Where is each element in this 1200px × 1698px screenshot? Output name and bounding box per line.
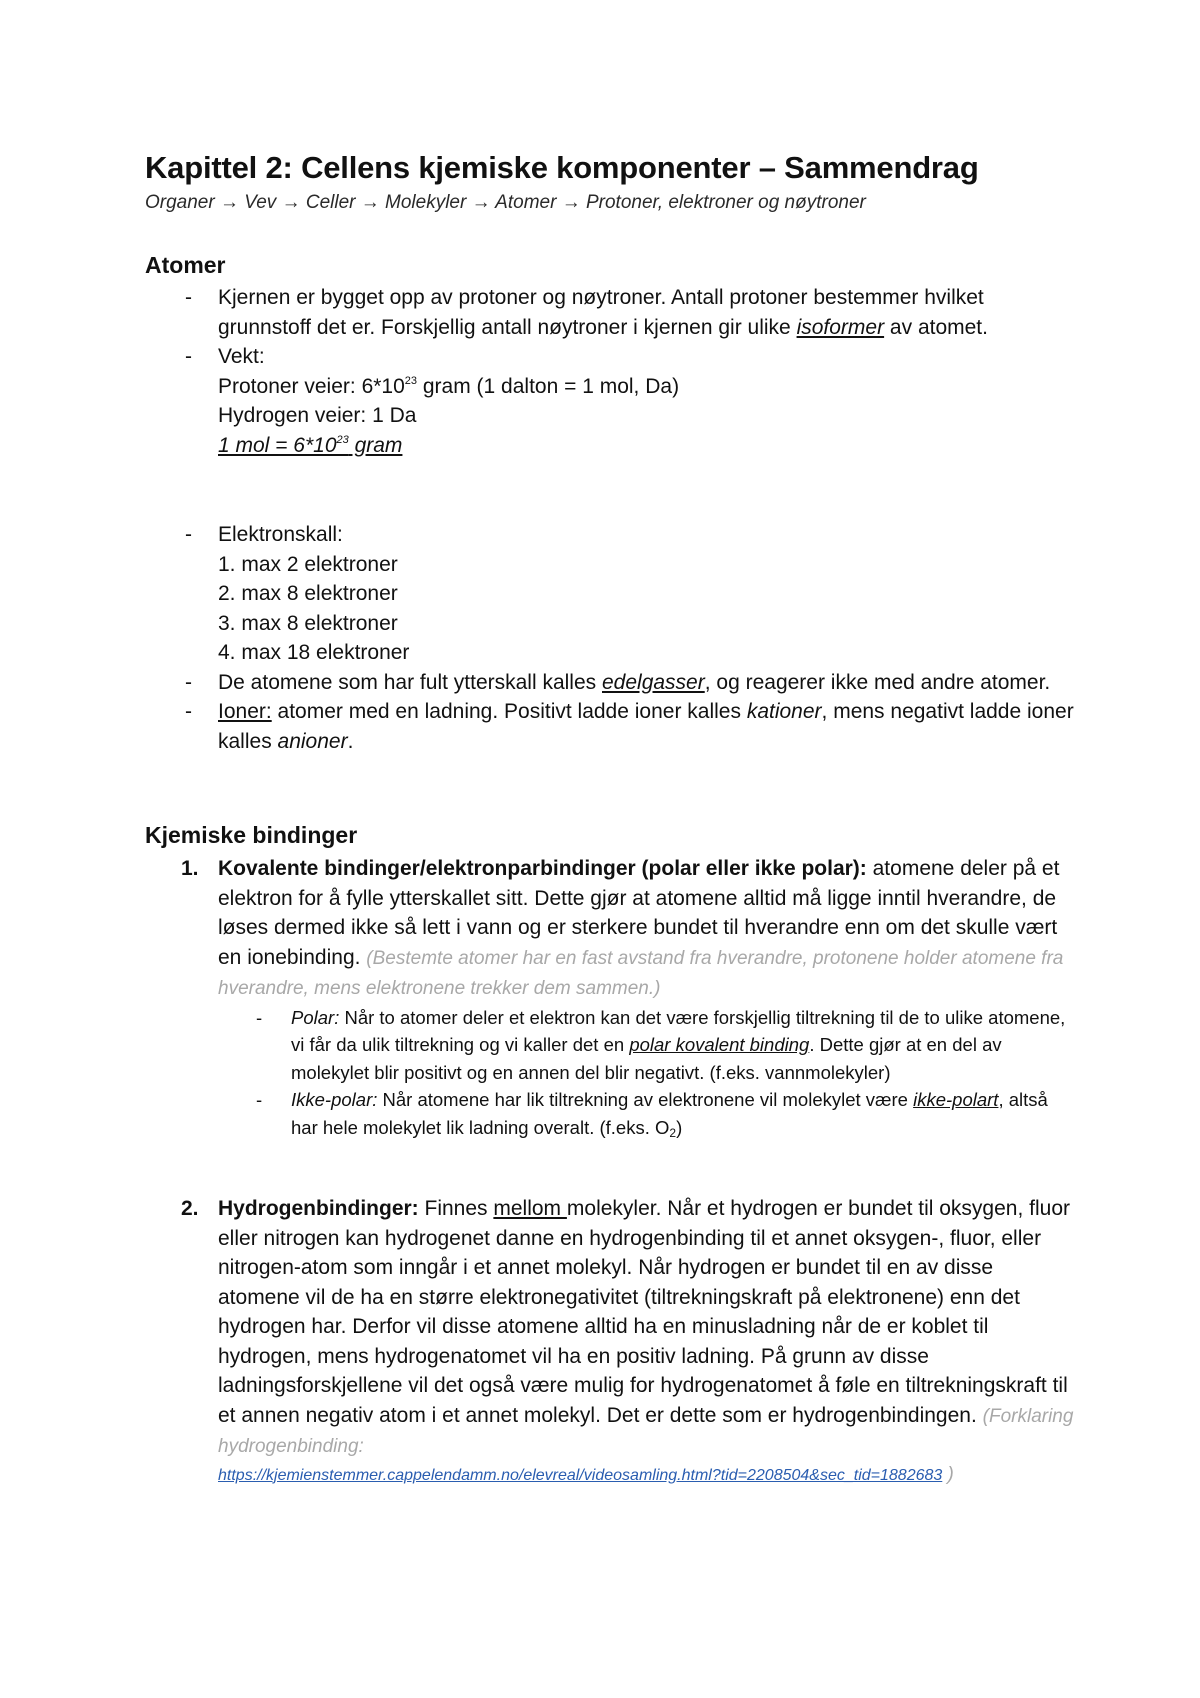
hydrogen-weight: Hydrogen veier: 1 Da [218,404,417,427]
hierarchy-subtitle: Organer → Vev → Celler → Molekyler → Atomer → Protoner, elektroner og nøytroner [145,192,866,213]
atomer-list-continued [145,520,1075,756]
term-polar-kovalent: polar kovalent binding [629,1034,810,1055]
bindinger-list-continued [145,1194,1075,1488]
mol-definition: 1 mol = $6*10^{23}$ gram [218,433,403,457]
term-mellom: mellom [493,1197,567,1220]
video-link[interactable]: https://kjemienstemmer.cappelendamm.no/elevreal/videosamling.html?tid=2208504&sec_tid=1882683 [218,1466,943,1484]
kovalente-note: (Bestemte atomer har en fast avstand fra hverandre, protonene holder atomene fra hverandre, mens elektronene trekker dem sammen.) [218,947,1064,999]
bindinger-list [145,854,1075,1141]
protoner-weight: Protoner veier: $6*10^{23}$ gram (1 dalton = 1 mol, Da) [218,374,680,398]
term-isoformer: isoformer [796,315,885,339]
hydrogen-note: (Forklaring hydrogenbinding: [218,1405,1074,1457]
term-ioner: Ioner: [218,700,272,723]
sub-item-polar: - Polar: Når to atomer deler et elektron kan det være forskjellig tiltrekning til de to ulike atomene, vi får da ulik tiltrekning og vi kaller det en polar kovalent binding. Dette gjør at en del av molekylet blir positivt og en annen del blir negativt. (f.eks. vannmolekyler) [218,1004,1075,1087]
kovalente-sub-list [218,1004,1075,1142]
list-item-vekt: - Vekt: Protoner veier: $6*10^{23}$ gram (1 dalton = 1 mol, Da) Hydrogen veier: 1 Da 1 mol = $6*10^{23}$ gram [145,342,1075,460]
page-title: Kapittel 2: Cellens kjemiske komponenter – Sammendrag [145,150,979,185]
sub-item-ikke-polar: - Ikke-polar: Når atomene har lik tiltrekning av elektronene vil molekylet være ikke-polart, altså har hele molekylet lik ladning overalt. (f.eks. $O_2$) [218,1086,1075,1141]
list-item-kovalente: 1. Kovalente bindinger/elektronparbindinger (polar eller ikke polar): atomene deler på et elektron for å fylle ytterskallet sitt. Dette gjør at atomene alltid må ligge inntil hverandre, de løses dermed ikke så lett i vann og er sterkere bundet til hverandre enn om det skulle vært en ionebinding. (Bestemte atomer har en fast avstand fra hverandre, protonene holder atomene fra hverandre, mens elektronene trekker dem sammen.) - Polar: Når to atomer deler et elektron kan det være forskjellig tiltrekning til de to ulike atomene, vi får da ulik tiltrekning og vi kaller det en polar kovalent binding. Dette gjør at en del av molekylet blir positivt og en annen del blir negativt. (f.eks. vannmolekyler) - Ikke-polar: Når atomene har lik tiltrekning av elektronene vil molekylet være ikke-polart, altså har hele molekylet lik ladning overalt. (f.eks. $O_2$) [145,854,1075,1141]
list-item-elektronskall: - Elektronskall: 1. max 2 elektroner 2. max 8 elektroner 3. max 8 elektroner 4. max 18 elektroner [145,520,1075,668]
list-item-ioner: - Ioner: atomer med en ladning. Positivt ladde ioner kalles kationer, mens negativt ladde ioner kalles anioner. [145,697,1075,756]
section-heading-bindinger: Kjemiske bindinger [145,822,358,848]
term-ikke-polart: ikke-polart [913,1089,999,1110]
list-item-edelgasser: - De atomene som har fult ytterskall kalles edelgasser, og reagerer ikke med andre atomer. [145,668,1075,698]
section-heading-atomer: Atomer [145,252,226,278]
term-edelgasser: edelgasser [602,670,705,694]
list-item-kjerne: - Kjernen er bygget opp av protoner og nøytroner. Antall protoner bestemmer hvilket grunnstoff det er. Forskjellig antall nøytroner i kjernen gir ulike isoformer av atomet. [145,283,1075,342]
atomer-list [145,283,1075,460]
list-item-hydrogenbindinger: 2. Hydrogenbindinger: Finnes mellom molekyler. Når et hydrogen er bundet til oksygen, fluor eller nitrogen kan hydrogenet danne en hydrogenbinding til et annet oksygen-, fluor, eller nitrogen-atom som inngår i et annet molekyl. Når hydrogen er bundet til en av disse atomene vil de ha en større elektronegativitet (tiltrekningskraft på elektronene) enn det hydrogen har. Derfor vil disse atomene alltid ha en minusladning når de er koblet til hydrogen, mens hydrogenatomet vil ha en positiv ladning. På grunn av disse ladningsforskjellene vil det også være mulig for hydrogenatomet å føle en tiltrekningskraft til et annen negativ atom i et annet molekyl. Det er dette som er hydrogenbindingen. (Forklaring hydrogenbinding: https://kjemienstemmer.cappelendamm.no/elevreal/videosamling.html?tid=2208504&sec_tid=1882683 ) [181,1197,1074,1485]
